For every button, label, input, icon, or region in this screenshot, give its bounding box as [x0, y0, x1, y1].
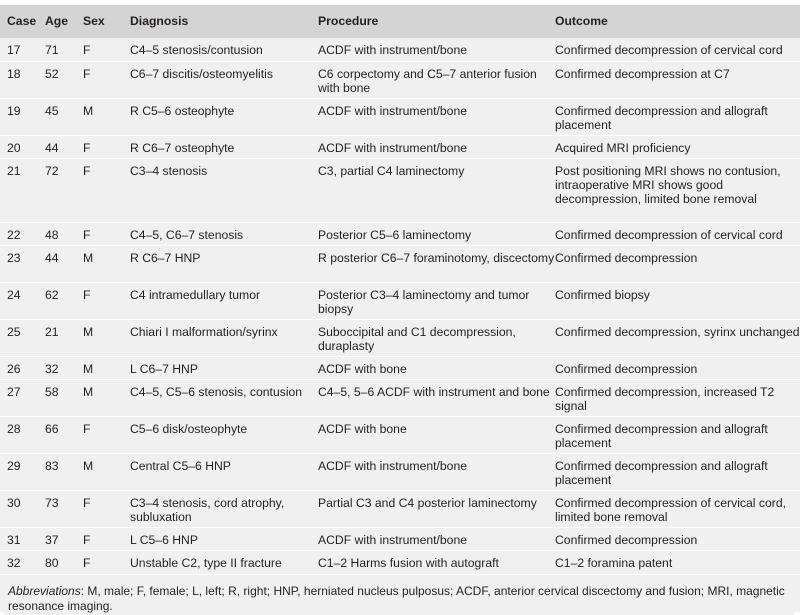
cell-case: 18 — [0, 61, 45, 98]
header-procedure: Procedure — [318, 14, 379, 29]
table-row — [0, 98, 800, 135]
cell-outcome: Confirmed decompression — [555, 527, 800, 550]
cell-case: 26 — [0, 356, 45, 379]
cell-diagnosis: C5–6 disk/osteophyte — [130, 416, 318, 453]
cell-diagnosis: R C6–7 HNP — [130, 245, 318, 282]
cell-diagnosis: Unstable C2, type II fracture — [130, 550, 318, 574]
cell-case: 21 — [0, 158, 45, 222]
cell-sex: M — [83, 453, 130, 490]
cell-age: 80 — [45, 550, 83, 574]
cell-procedure: Posterior C3–4 laminectomy and tumor biopsy — [318, 282, 555, 319]
cell-case: 24 — [0, 282, 45, 319]
cell-case: 28 — [0, 416, 45, 453]
cell-diagnosis: C4–5, C5–6 stenosis, contusion — [130, 379, 318, 416]
cell-procedure: Partial C3 and C4 posterior laminectomy — [318, 490, 555, 527]
cell-sex: M — [83, 98, 130, 135]
cell-case: 27 — [0, 379, 45, 416]
cell-age: 48 — [45, 222, 83, 245]
cell-outcome: C1–2 foramina patent — [555, 550, 800, 574]
cell-outcome: Confirmed decompression, syrinx unchanged — [555, 319, 800, 356]
cell-case: 19 — [0, 98, 45, 135]
cell-procedure: R posterior C6–7 foraminotomy, discectomy — [318, 245, 555, 282]
cell-diagnosis: Central C5–6 HNP — [130, 453, 318, 490]
table-row — [0, 490, 800, 527]
cell-diagnosis: L C5–6 HNP — [130, 527, 318, 550]
cell-procedure: C6 corpectomy and C5–7 anterior fusion with bone — [318, 61, 555, 98]
cell-outcome: Confirmed decompression at C7 — [555, 61, 800, 98]
footnote-label: Abbreviations — [8, 584, 81, 598]
table-header-row — [0, 5, 800, 38]
cell-diagnosis: C3–4 stenosis — [130, 158, 318, 222]
cell-case: 23 — [0, 245, 45, 282]
cell-age: 58 — [45, 379, 83, 416]
cell-sex: F — [83, 135, 130, 158]
cell-outcome: Confirmed decompression, increased T2 signal — [555, 379, 800, 416]
cell-diagnosis: L C6–7 HNP — [130, 356, 318, 379]
table-row — [0, 319, 800, 356]
cell-age: 21 — [45, 319, 83, 356]
header-sex: Sex — [83, 14, 105, 29]
header-case: Case — [7, 14, 37, 29]
cell-outcome: Confirmed decompression — [555, 245, 800, 282]
cell-procedure: Posterior C5–6 laminectomy — [318, 222, 555, 245]
cell-age: 71 — [45, 43, 59, 57]
header-outcome: Outcome — [555, 14, 608, 29]
cell-case: 32 — [0, 550, 45, 574]
table-row — [0, 222, 800, 245]
cell-procedure: ACDF with instrument/bone — [318, 43, 468, 57]
table-row — [0, 61, 800, 98]
table-footnote — [4, 580, 794, 615]
cell-age: 66 — [45, 416, 83, 453]
cell-sex: F — [83, 527, 130, 550]
cell-age: 73 — [45, 490, 83, 527]
cell-diagnosis: C4–5, C6–7 stenosis — [130, 222, 318, 245]
header-diagnosis: Diagnosis — [130, 14, 189, 29]
table-row — [0, 356, 800, 379]
cell-age: 32 — [45, 356, 83, 379]
cell-case: 22 — [0, 222, 45, 245]
cell-diagnosis: R C5–6 osteophyte — [130, 98, 318, 135]
cell-procedure: C4–5, 5–6 ACDF with instrument and bone — [318, 379, 555, 416]
cell-sex: F — [83, 550, 130, 574]
cell-procedure: Suboccipital and C1 decompression, duraplasty — [318, 319, 555, 356]
cell-procedure: ACDF with instrument/bone — [318, 527, 555, 550]
cell-case: 25 — [0, 319, 45, 356]
cell-procedure: ACDF with bone — [318, 416, 555, 453]
table-row — [0, 38, 800, 61]
cell-diagnosis: Chiari I malformation/syrinx — [130, 319, 318, 356]
cell-sex: M — [83, 245, 130, 282]
cell-sex: F — [83, 43, 91, 57]
cell-sex: F — [83, 61, 130, 98]
cell-procedure: C3, partial C4 laminectomy — [318, 158, 555, 222]
cell-outcome: Confirmed decompression and allograft placement — [555, 98, 800, 135]
cell-procedure: ACDF with instrument/bone — [318, 98, 555, 135]
cell-age: 45 — [45, 98, 83, 135]
cell-age: 72 — [45, 158, 83, 222]
cell-diagnosis: C3–4 stenosis, cord atrophy, subluxation — [130, 490, 318, 527]
cell-procedure: ACDF with bone — [318, 356, 555, 379]
cell-sex: F — [83, 222, 130, 245]
cell-case: 31 — [0, 527, 45, 550]
cell-outcome: Confirmed decompression and allograft placement — [555, 453, 800, 490]
table-row — [0, 416, 800, 453]
cell-case: 29 — [0, 453, 45, 490]
cell-sex: F — [83, 282, 130, 319]
cell-outcome: Confirmed decompression of cervical cord, limited bone removal — [555, 490, 800, 527]
header-age: Age — [45, 14, 69, 29]
cell-sex: M — [83, 356, 130, 379]
cell-age: 44 — [45, 245, 83, 282]
cases-table — [0, 5, 800, 574]
table-row — [0, 379, 800, 416]
cell-procedure: ACDF with instrument/bone — [318, 453, 555, 490]
table-row — [0, 158, 800, 222]
cell-sex: F — [83, 158, 130, 222]
footnote-text: : M, male; F, female; L, left; R, right; HNP, herniated nucleus pulposus; ACDF, anterior cervical discectomy and fusion; MRI, magnetic resonance imaging. — [8, 584, 785, 613]
cell-age: 52 — [45, 61, 83, 98]
cell-procedure: ACDF with instrument/bone — [318, 135, 555, 158]
table-row — [0, 527, 800, 550]
cell-age: 83 — [45, 453, 83, 490]
cell-sex: M — [83, 379, 130, 416]
table-row — [0, 550, 800, 574]
cell-outcome: Acquired MRI proficiency — [555, 135, 800, 158]
cell-outcome: Confirmed decompression and allograft placement — [555, 416, 800, 453]
cell-outcome: Confirmed biopsy — [555, 282, 800, 319]
cell-outcome: Confirmed decompression — [555, 356, 800, 379]
cell-sex: F — [83, 416, 130, 453]
cell-diagnosis: C4 intramedullary tumor — [130, 282, 318, 319]
cell-procedure: C1–2 Harms fusion with autograft — [318, 550, 555, 574]
cell-outcome: Confirmed decompression of cervical cord — [555, 43, 783, 57]
cell-sex: F — [83, 490, 130, 527]
table-row — [0, 135, 800, 158]
table-row — [0, 282, 800, 319]
cell-diagnosis: R C6–7 osteophyte — [130, 135, 318, 158]
cell-outcome: Post positioning MRI shows no contusion, intraoperative MRI shows good decompression, limited bone removal — [555, 158, 800, 222]
cell-diagnosis: C4–5 stenosis/contusion — [130, 43, 263, 57]
table-row — [0, 453, 800, 490]
cell-outcome: Confirmed decompression of cervical cord — [555, 222, 800, 245]
cell-age: 62 — [45, 282, 83, 319]
cell-diagnosis: C6–7 discitis/osteomyelitis — [130, 61, 318, 98]
cell-case: 30 — [0, 490, 45, 527]
cell-sex: M — [83, 319, 130, 356]
cell-age: 37 — [45, 527, 83, 550]
table-row — [0, 245, 800, 282]
cell-case: 20 — [0, 135, 45, 158]
cell-age: 44 — [45, 135, 83, 158]
cell-case: 17 — [7, 43, 21, 57]
